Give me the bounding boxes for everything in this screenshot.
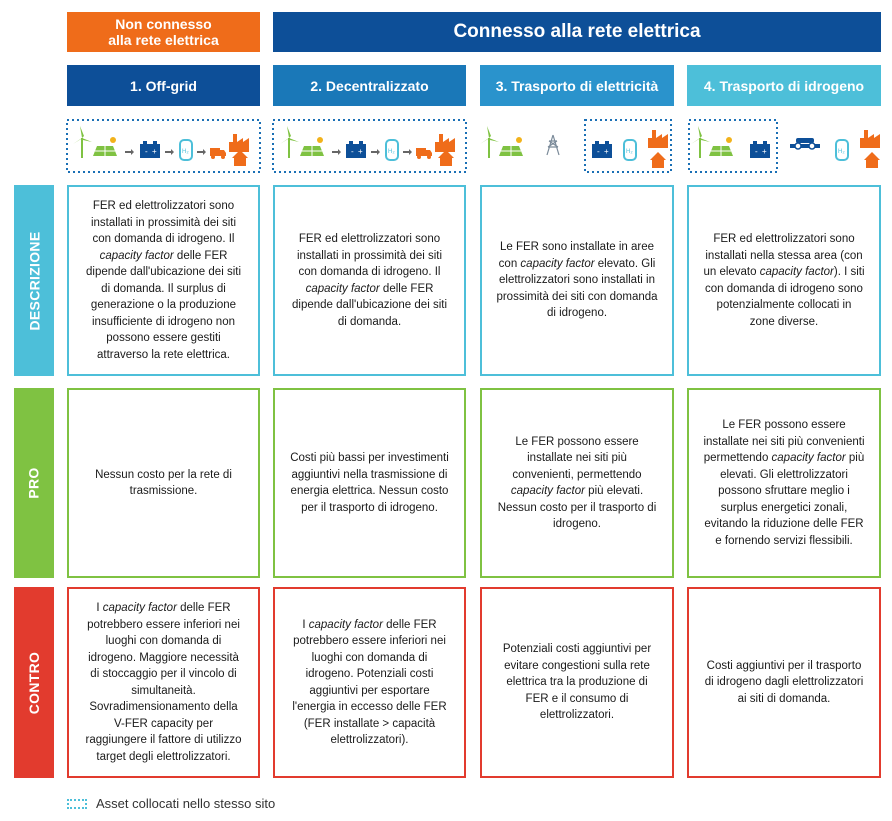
legend-label: Asset collocati nello stesso sito [96, 796, 276, 811]
row-label-descrizione: DESCRIZIONE [14, 185, 54, 376]
cell-descrizione-trasporto-elettricita: Le FER sono installate in aree con capacity factor elevato. Gli elettrolizzatori sono installati in prossimità dei siti con domanda di idrogeno. [480, 185, 674, 376]
column-header-trasporto-idrogeno: 4. Trasporto di idrogeno [687, 65, 881, 106]
off-grid-group-header: Non connesso alla rete elettrica [67, 12, 260, 52]
column-header-decentralizzato: 2. Decentralizzato [273, 65, 466, 106]
row-label-contro: CONTRO [14, 587, 54, 778]
cell-pro-off-grid: Nessun costo per la rete di trasmissione. [67, 388, 260, 578]
cell-descrizione-trasporto-idrogeno: FER ed elettrolizzatori sono installati nella stessa area (con un elevato capacity factor). I siti con domanda di idrogeno sono potenzialmente collocati in zone diverse. [687, 185, 881, 376]
row-label-pro: PRO [14, 388, 54, 578]
cell-pro-trasporto-idrogeno: Le FER possono essere installate nei siti più convenienti permettendo capacity factor più elevati. Gli elettrolizzatori possono sfruttare meglio i surplus energetici zonali, evitando la riduzione delle FER e fornendo servizi flessibili. [687, 388, 881, 578]
cell-pro-decentralizzato: Costi più bassi per investimenti aggiuntivi nella trasmissione di energia elettrica. Nessun costo per il trasporto di idrogeno. [273, 388, 466, 578]
cell-contro-off-grid: I capacity factor delle FER potrebbero essere inferiori nei luoghi con domanda di idrogeno. Maggiore necessità di stoccaggio per il vincolo di simultaneità. Sovradimensionamento della V-FER capacity per raggiungere il fattore di utilizzo target degli elettrolizzatori. [67, 587, 260, 778]
icon-row [0, 112, 892, 178]
cell-descrizione-decentralizzato: FER ed elettrolizzatori sono installati in prossimità dei siti con domanda di idrogeno. Il capacity factor delle FER dipende dall'ubicazione dei siti di domanda. [273, 185, 466, 376]
cell-pro-trasporto-elettricita: Le FER possono essere installate nei siti più convenienti, permettendo capacity factor più elevati. Nessun costo per il trasporto di idrogeno. [480, 388, 674, 578]
cell-descrizione-off-grid: FER ed elettrolizzatori sono installati in prossimità dei siti con domanda di idrogeno. Il capacity factor delle FER dipende dall'ubicazione dei siti di domanda. Il surplus di generazione o la produzione insufficiente di idrogeno non possono essere gestiti attraverso la rete elettrica. [67, 185, 260, 376]
column-header-trasporto-elettricita: 3. Trasporto di elettricità [480, 65, 674, 106]
grid-group-header: Connesso alla rete elettrica [273, 12, 881, 52]
cell-contro-decentralizzato: I capacity factor delle FER potrebbero essere inferiori nei luoghi con domanda di idrogeno. Potenziali costi aggiuntivi per esportare l'energia in eccesso delle FER (FER installate > capacità elettrolizzatori). [273, 587, 466, 778]
column-header-off-grid: 1. Off-grid [67, 65, 260, 106]
legend-dotted-swatch [67, 799, 87, 809]
cell-contro-trasporto-elettricita: Potenziali costi aggiuntivi per evitare congestioni sulla rete elettrica tra la produzione di FER e il consumo di elettrolizzatori. [480, 587, 674, 778]
cell-contro-trasporto-idrogeno: Costi aggiuntivi per il trasporto di idrogeno dagli elettrolizzatori ai siti di domanda. [687, 587, 881, 778]
